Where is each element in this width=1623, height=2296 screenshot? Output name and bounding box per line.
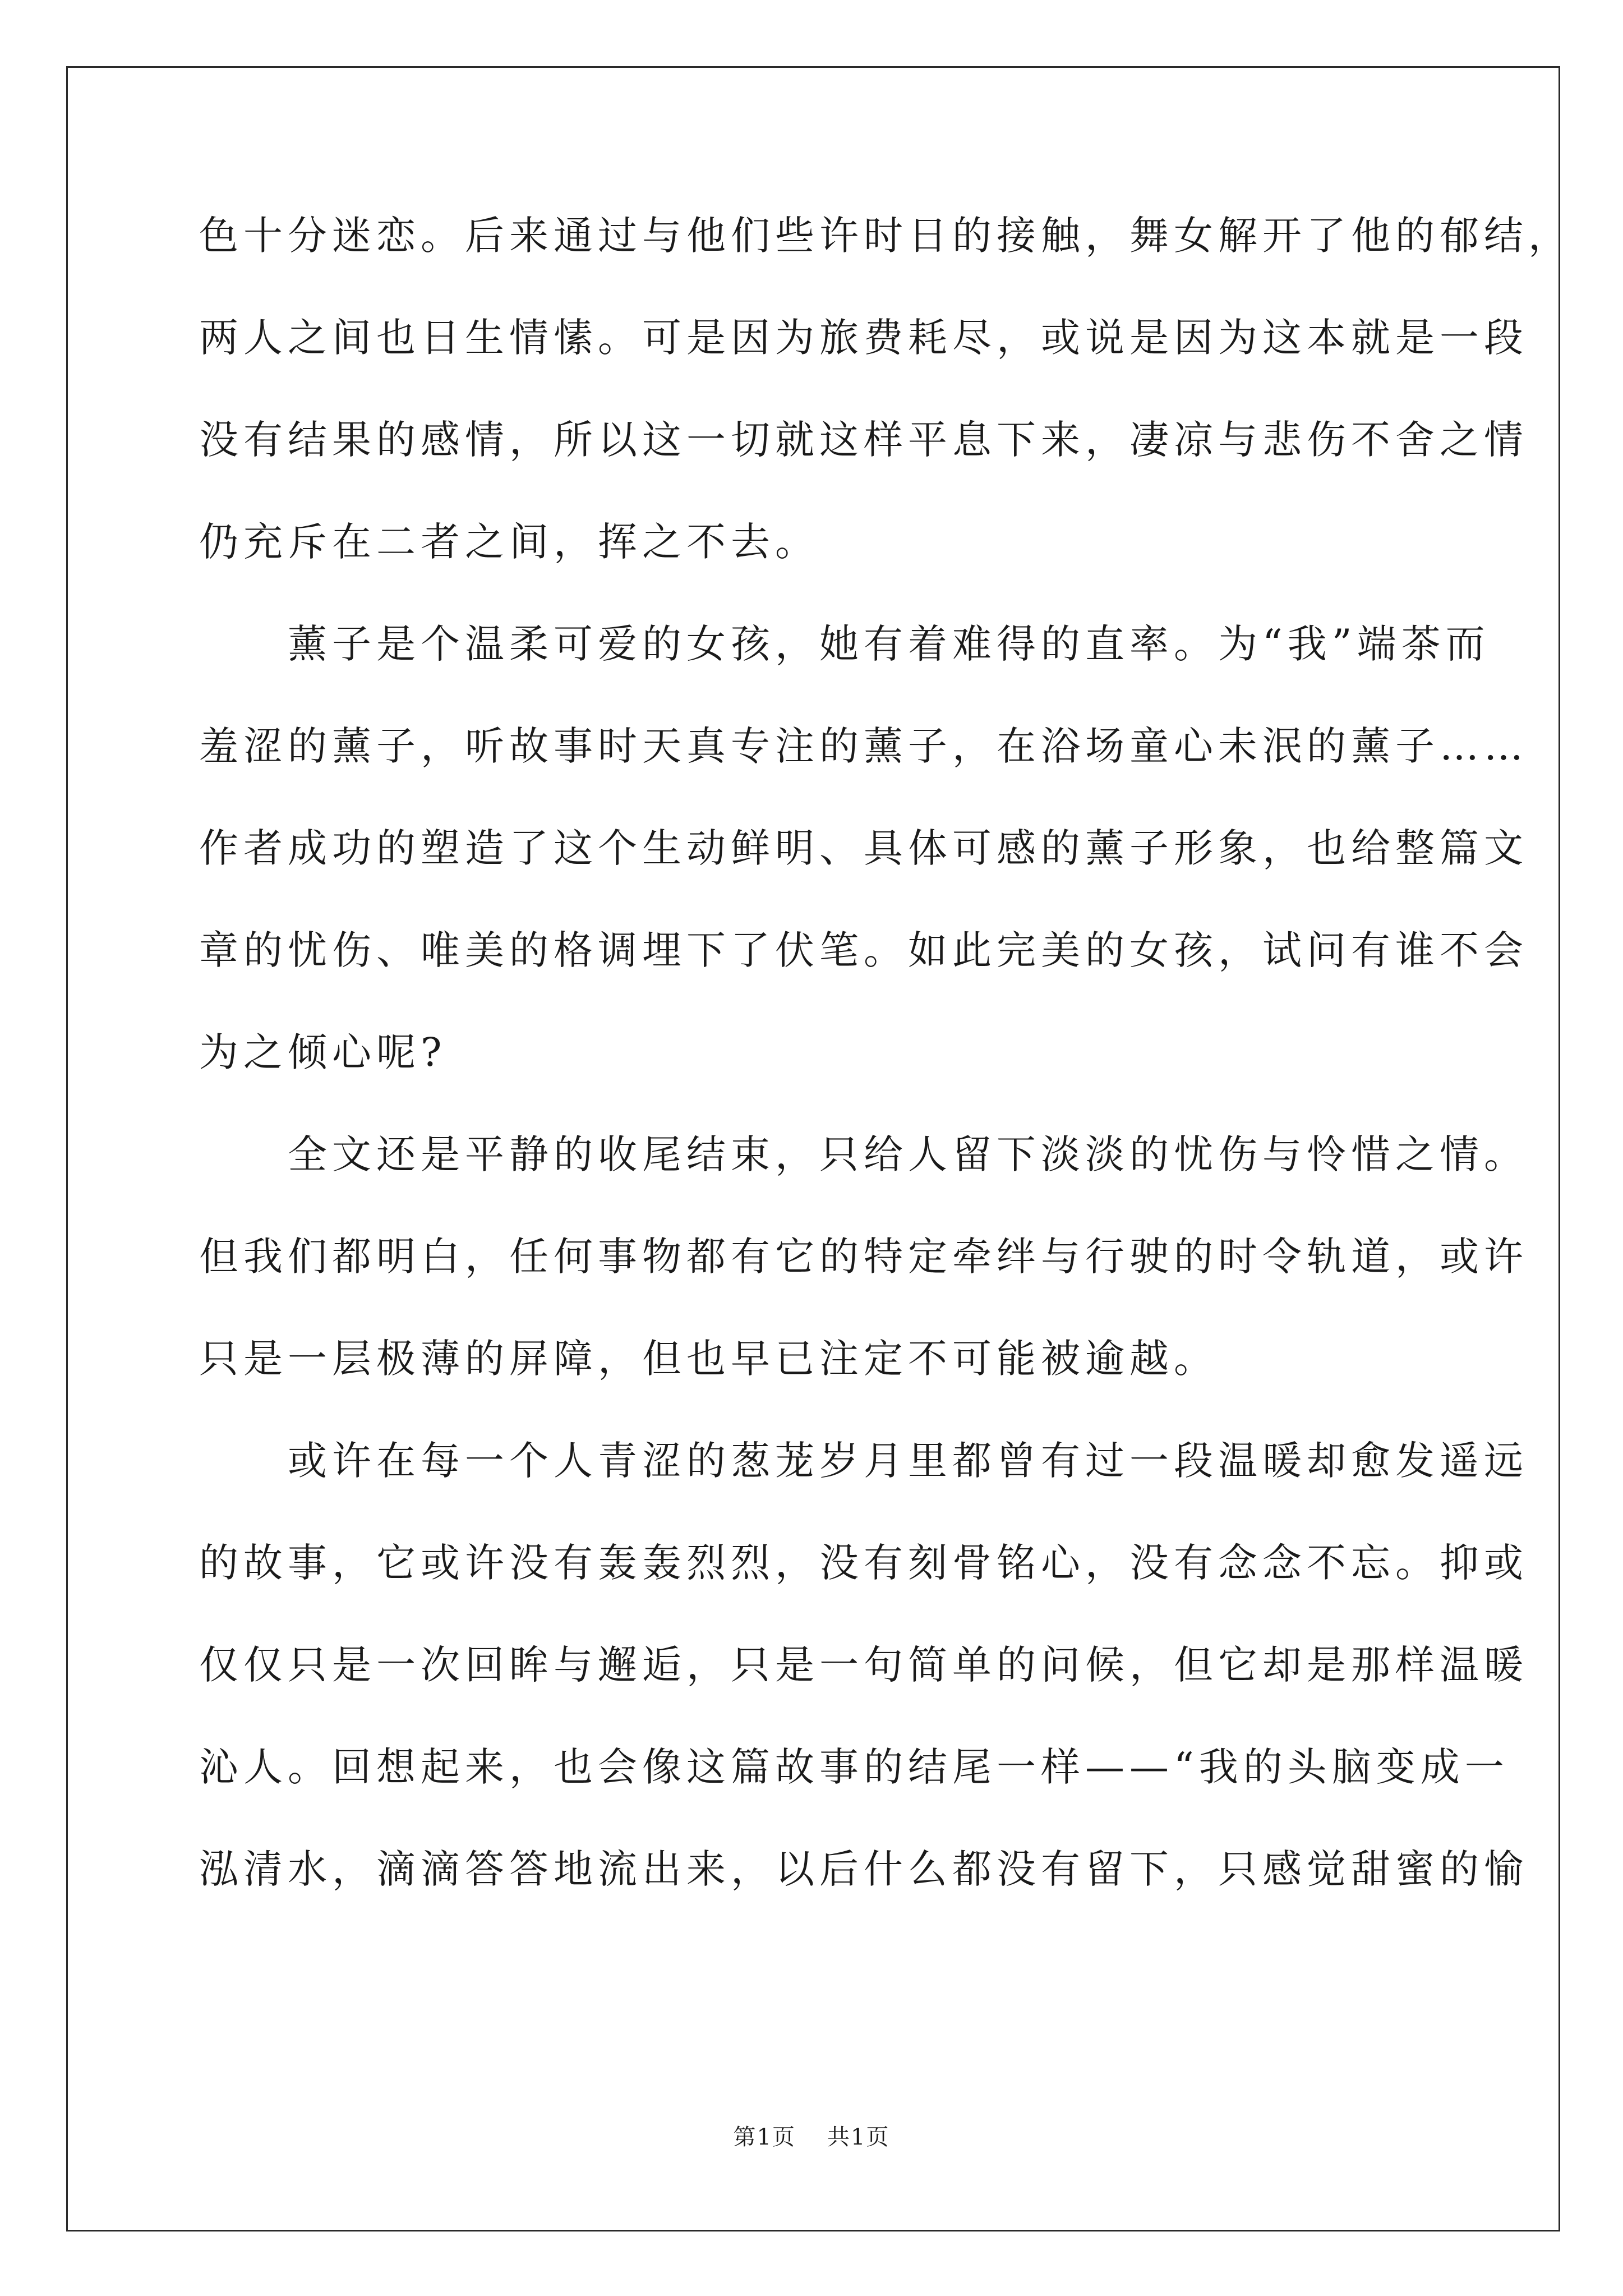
text-line: 仅仅只是一次回眸与邂逅，只是一句简单的问候，但它却是那样温暖 — [199, 1642, 1528, 1688]
text-line: 全文还是平静的收尾结束，只给人留下淡淡的忧伤与怜惜之情。 — [199, 1131, 1528, 1177]
page-number: 第1页 — [733, 2124, 796, 2150]
text-line: 羞涩的薰子，听故事时天真专注的薰子，在浴场童心未泯的薰子…… — [199, 723, 1528, 769]
text-line: 为之倾心呢? — [199, 1029, 447, 1075]
page-footer — [0, 2119, 1623, 2151]
text-line: 只是一层极薄的屏障，但也早已注定不可能被逾越。 — [199, 1336, 1218, 1382]
text-line: 或许在每一个人青涩的葱茏岁月里都曾有过一段温暖却愈发遥远 — [199, 1438, 1528, 1484]
text-line: 薰子是个温柔可爱的女孩，她有着难得的直率。为“我”端茶而 — [199, 621, 1490, 667]
text-line: 作者成功的塑造了这个生动鲜明、具体可感的薰子形象，也给整篇文 — [199, 825, 1528, 871]
text-line: 两人之间也日生情愫。可是因为旅费耗尽，或说是因为这本就是一段 — [199, 315, 1528, 361]
text-line: 的故事，它或许没有轰轰烈烈，没有刻骨铭心，没有念念不忘。抑或 — [199, 1540, 1528, 1586]
document-body — [199, 208, 1573, 1943]
page-total: 共1页 — [827, 2124, 890, 2150]
text-line: 但我们都明白，任何事物都有它的特定牵绊与行驶的时令轨道，或许 — [199, 1234, 1528, 1280]
text-line: 仍充斥在二者之间，挥之不去。 — [199, 519, 819, 565]
text-line: 泓清水，滴滴答答地流出来，以后什么都没有留下，只感觉甜蜜的愉 — [199, 1846, 1528, 1892]
text-line: 沁人。回想起来，也会像这篇故事的结尾一样——“我的头脑变成一 — [199, 1744, 1509, 1790]
text-line: 章的忧伤、唯美的格调埋下了伏笔。如此完美的女孩，试问有谁不会 — [199, 927, 1528, 973]
text-line: 色十分迷恋。后来通过与他们些许时日的接触，舞女解开了他的郁结， — [199, 213, 1573, 259]
text-line: 没有结果的感情，所以这一切就这样平息下来，凄凉与悲伤不舍之情 — [199, 417, 1528, 463]
